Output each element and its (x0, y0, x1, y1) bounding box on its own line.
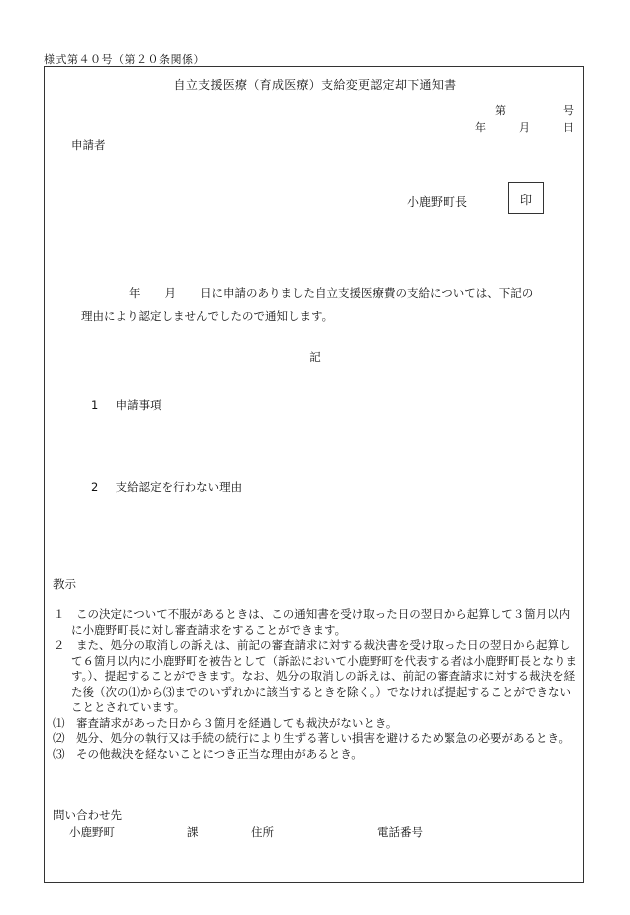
notice-body (67, 282, 577, 328)
contact-ka: 課 (187, 825, 199, 839)
kyoji-body (53, 607, 579, 762)
date-year: 年 (475, 121, 486, 134)
body-line-1 (67, 282, 577, 305)
item-2 (91, 479, 242, 495)
kyoji-sub-3: ⑶ その他裁決を経ないことにつき正当な理由があるとき。 (53, 746, 363, 761)
body-rest: 日に申請のありました自立支援医療費の支給については、下記の (200, 286, 534, 300)
contact-address: 住所 (251, 825, 274, 839)
item-2-number: 2 (91, 480, 99, 494)
kyoji-sub-1: ⑴ 審査請求があった日から３箇月を経過しても裁決がないとき。 (53, 715, 398, 730)
body-line-2: 理由により認定しませんでしたので通知します。 (81, 309, 334, 323)
number-go: 号 (563, 104, 574, 117)
body-year: 年 (129, 286, 141, 300)
number-dai: 第 (495, 104, 506, 117)
date-month: 月 (519, 121, 530, 134)
seal-box (508, 182, 544, 214)
item-1 (91, 397, 162, 413)
item-2-label: 支給認定を行わない理由 (115, 480, 243, 494)
seal-label: 印 (519, 193, 532, 207)
date-day: 日 (563, 121, 574, 134)
applicant-label: 申請者 (71, 138, 106, 152)
kyoji-paragraph-1: １ この決定について不服があるときは、この通知書を受け取った日の翌日から起算して３箇月以内に小鹿野町長に対し審査請求をすることができます。 (53, 607, 571, 637)
kyoji-sub-2: ⑵ 処分、処分の執行又は手続の続行により生ずる著しい損害を避けるため緊急の必要があるとき。 (53, 731, 571, 745)
contact-heading: 問い合わせ先 (53, 808, 122, 822)
kyoji-heading: 教示 (53, 577, 76, 591)
body-month: 月 (164, 286, 176, 300)
issuer-name: 小鹿野町長 (407, 195, 468, 209)
document-title: 自立支援医療（育成医療）支給変更認定却下通知書 (173, 78, 457, 92)
notice-frame (44, 66, 584, 883)
kyoji-paragraph-2: ２ また、処分の取消しの訴えは、前記の審査請求に対する裁決書を受け取った日の翌日から起算して６箇月以内に小鹿野町を被告として（訴訟において小鹿野町を代表する者は小鹿野町長となります。）、提起することができます。なお、処分の取消しの訴えは、前記の審査請求に対する裁決を経た後（次の⑴から⑶までのいずれかに該当するときを除く。）でなければ提起することができないこととされています。 (53, 638, 577, 714)
item-1-number: 1 (91, 398, 99, 412)
item-1-label: 申請事項 (115, 398, 162, 412)
contact-town: 小鹿野町 (69, 825, 115, 839)
contact-phone: 電話番号 (377, 825, 423, 839)
ki-heading: 記 (309, 350, 321, 364)
form-number: 様式第４０号（第２０条関係） (44, 53, 205, 66)
